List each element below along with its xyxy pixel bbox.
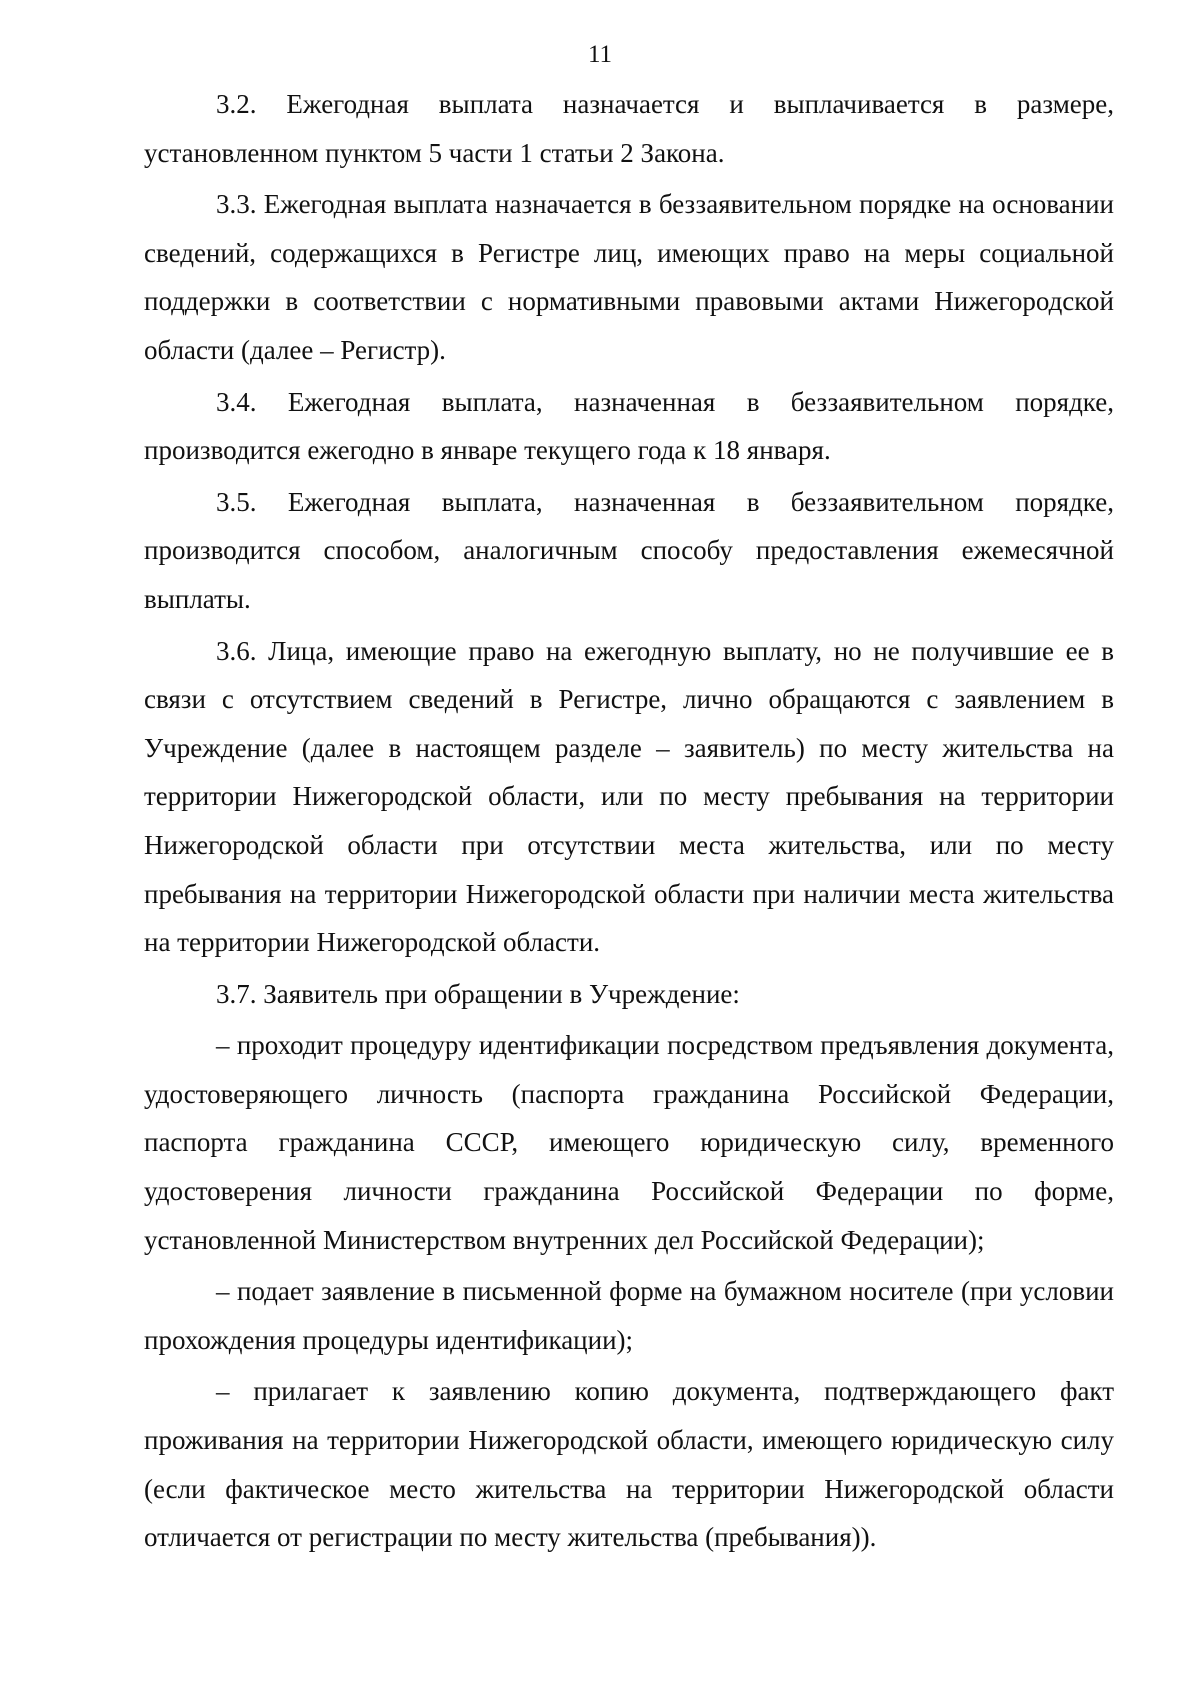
page-number: 11	[587, 41, 613, 68]
paragraph-3-3: 3.3. Ежегодная выплата назначается в беззаявительном порядке на основании сведений, содержащихся в Регистре лиц, имеющих право на меры социальной поддержки в соответствии с нормативными правовыми актами Нижегородской области (далее – Регистр).	[144, 189, 1114, 365]
paragraph-3-2: 3.2. Ежегодная выплата назначается и выплачивается в размере, установленном пунктом 5 части 1 статьи 2 Закона.	[144, 89, 1114, 168]
paragraph-3-4: 3.4. Ежегодная выплата, назначенная в беззаявительном порядке, производится ежегодно в январе текущего года к 18 января.	[144, 386, 1114, 466]
list-item-residence-proof: – прилагает к заявлению копию документа, подтверждающего факт проживания на территории Нижегородской области, имеющего юридическую силу (если фактическое место жительства на территории Нижегородской области отличается от регистрации по месту жительства (пребывания)).	[144, 1376, 1114, 1553]
paragraph-3-6: 3.6. Лица, имеющие право на ежегодную выплату, но не получившие ее в связи с отсутствием сведений в Регистре, лично обращаются с заявлением в Учреждение (далее в настоящем разделе – заявитель) по месту жительства на территории Нижегородской области, или по месту пребывания на территории Нижегородской области при отсутствии места жительства, или по месту пребывания на территории Нижегородской области при наличии места жительства на территории Нижегородской области.	[144, 635, 1114, 958]
paragraph-3-7: 3.7. Заявитель при обращении в Учреждение:	[216, 978, 740, 1009]
list-item-identification: – проходит процедуру идентификации посредством предъявления документа, удостоверяющего личность (паспорта гражданина Российской Федерации, паспорта гражданина СССР, имеющего юридическую силу, временного удостоверения личности гражданина Российской Федерации по форме, установленной Министерством внутренних дел Российской Федерации);	[144, 1030, 1114, 1255]
paragraph-3-5: 3.5. Ежегодная выплата, назначенная в беззаявительном порядке, производится способом, аналогичным способу предоставления ежемесячной выплаты.	[144, 486, 1114, 614]
document-body	[144, 80, 1114, 1565]
list-item-application: – подает заявление в письменной форме на бумажном носителе (при условии прохождения процедуры идентификации);	[144, 1276, 1114, 1355]
